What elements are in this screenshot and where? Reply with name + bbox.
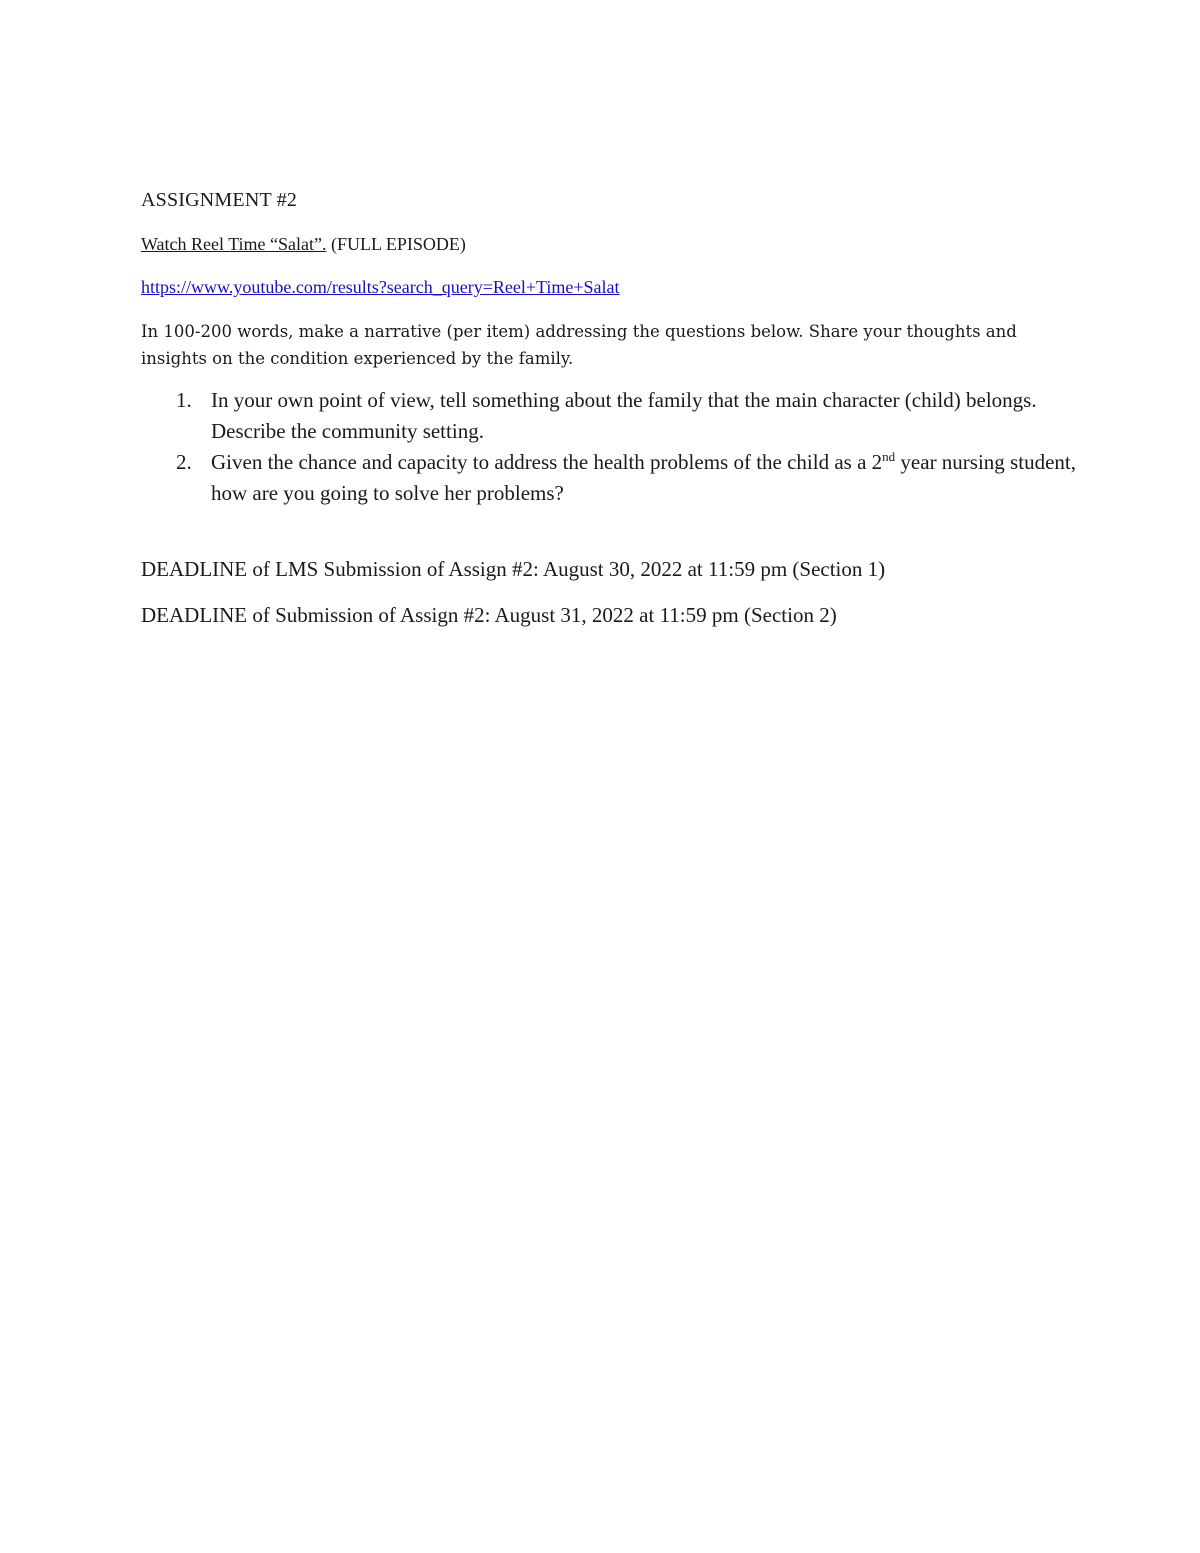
watch-episode-title: Watch Reel Time “Salat”. xyxy=(141,234,327,254)
questions-list xyxy=(141,385,1081,509)
question-text: In your own point of view, tell something about the family that the main character (child) belongs. Describe the community setting. xyxy=(211,388,1037,443)
deadline-section-1: DEADLINE of LMS Submission of Assign #2: August 30, 2022 at 11:59 pm (Section 1) xyxy=(141,557,886,581)
full-episode-note: (FULL EPISODE) xyxy=(326,234,466,254)
question-text-after: year nursing student, how are you going to solve her problems? xyxy=(211,450,1076,505)
assignment-title: ASSIGNMENT #2 xyxy=(141,189,298,211)
question-text-before: Given the chance and capacity to address the health problems of the child as a 2 xyxy=(211,450,883,474)
deadline-section-2: DEADLINE of Submission of Assign #2: August 31, 2022 at 11:59 pm (Section 2) xyxy=(141,603,837,627)
watch-instruction xyxy=(141,233,466,255)
instructions-paragraph: In 100-200 words, make a narrative (per item) addressing the questions below. Share your thoughts and insights on the condition experienced by the family. xyxy=(141,322,1017,368)
list-item xyxy=(141,447,1081,509)
youtube-search-link[interactable]: https://www.youtube.com/results?search_query=Reel+Time+Salat xyxy=(141,277,620,297)
question-number: 2. xyxy=(176,450,192,474)
list-item xyxy=(141,385,1081,447)
ordinal-superscript: nd xyxy=(882,449,896,464)
question-number: 1. xyxy=(176,388,192,412)
